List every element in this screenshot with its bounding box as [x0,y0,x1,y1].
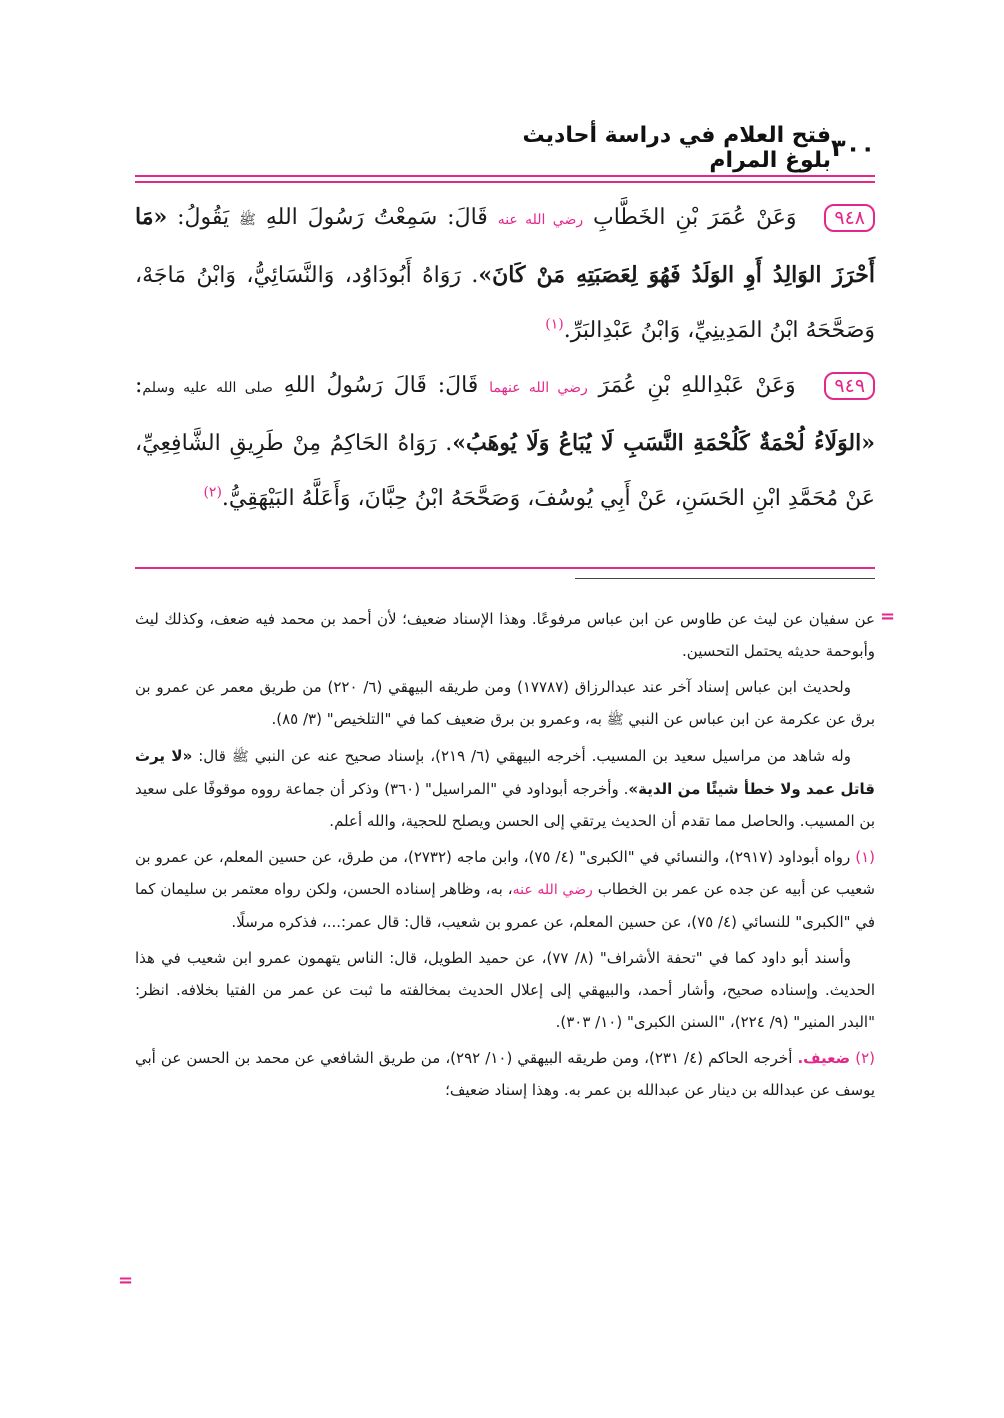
hadith-number-badge: ٩٤٩ [824,372,875,400]
footnote-paragraph: وأسند أبو داود كما في "تحفة الأشراف" (٨/ ٧٧)، عن حميد الطويل، قال: الناس يتهمون عمرو ابن شعيب في هذا الحديث. وإسناده صحيح، وأشار أحمد، والبيهقي إلى إعلال الحديث بمخالفته ما ثبت عن عمر من الفتيا بخلافه. انظر: "البدر المنير" (٩/ ٢٢٤)، "السنن الكبرى" (١٠/ ٣٠٣). [135,949,875,1031]
hadith-said: قَالَ: قَالَ رَسُولُ اللهِ [283,373,479,398]
hadith-intro: وَعَنْ عُمَرَ بْنِ الخَطَّابِ [592,205,797,230]
hadith-948 [135,190,875,358]
footnote-marker: (٢) [855,1049,875,1067]
footnote-ref[interactable]: (٢) [203,484,222,501]
footnote-continuation: عن سفيان عن ليث عن طاوس عن ابن عباس مرفوعًا. وهذا الإسناد ضعيف؛ لأن أحمد بن محمد فيه ضعف، وكذلك ليث وأبوحمة حديثه يحتمل التحسين. [135,610,875,660]
footnote-1 [135,841,875,938]
footnote-text: . وأخرجه أبوداود في "المراسيل" (٣٦٠) وذكر أن جماعة رووه موقوفًا على سعيد بن المسيب. والحاصل مما تقدم أن الحديث يرتقي إلى الحسن ويصلح للحجية، والله أعلم. [135,780,875,830]
hadith-section [135,190,875,526]
book-title: فتح العلام في دراسة أحاديث بلوغ المرام [522,123,832,173]
footnote-2 [135,1042,875,1106]
honorific-prophet: صلى الله عليه وسلم [142,380,273,396]
section-rule [135,567,875,569]
footnote-text: وله شاهد من مراسيل سعيد بن المسيب. أخرجه البيهقي (٦/ ٢١٩)، بإسناد صحيح عنه عن النبي [254,747,851,765]
honorific-prophet: ﷺ [239,212,256,228]
hadith-narration: . رَوَاهُ أَبُودَاوُد، وَالنَّسَائِيُّ، وَابْنُ مَاجَهْ، وَصَحَّحَهُ ابْنُ المَدِينِيِّ، وَابْنُ عَبْدِالبَرِّ. [135,263,875,343]
honorific-prophet: ﷺ [606,712,624,728]
footnote-marker: (١) [855,848,875,866]
grade-label: ضعيف. [797,1049,851,1067]
quoted-hadith: «لا يرث قاتل عمد ولا خطأ شيئًا من الدية» [135,747,875,798]
footnote-text: ، به، وظاهر إسناده الحسن، ولكن رواه معتمر بن سليمان كما في "الكبرى" للنسائي (٤/ ٧٥)، عن حسين المعلم، عن عمرو بن شعيب، قال: قال عمر:...، فذكره مرسلًا. [135,880,875,931]
footnote-ref[interactable]: (١) [545,316,564,333]
page-number: ٣٠٠ [831,134,875,162]
header-rule [135,175,875,183]
footnote-text: رواه أبوداود (٢٩١٧)، والنسائي في "الكبرى" (٤/ ٧٥)، وابن ماجه (٢٧٣٢)، من طرق، عن حسين المعلم، عن عمرو بن شعيب عن أبيه عن جده عن عمر بن الخطاب [135,848,875,898]
footnote-text: قال: [198,747,226,765]
honorific-companion: رضي الله عنهما [489,380,588,396]
footnote-text: به، وعمرو بن برق ضعيف كما في "التلخيص" (٣/ ٨٥). [271,710,602,728]
continuation-mark-top: = [880,606,896,627]
footnote-separator [575,578,875,579]
hadith-matn: «الوَلَاءُ لُحْمَةٌ كَلُحْمَةِ النَّسَبِ لَا يُبَاعُ وَلَا يُوهَبُ» [452,430,876,456]
hadith-949 [135,358,875,526]
footnotes [135,603,875,1110]
footnote-text: أخرجه الحاكم (٤/ ٢٣١)، ومن طريقه البيهقي (١٠/ ٢٩٢)، من طريق الشافعي عن محمد بن الحسن عن أبي يوسف عن عبدالله بن دينار عن عبدالله بن عمر به. وهذا إسناد ضعيف؛ [135,1049,875,1099]
continuation-mark-bottom: = [118,1270,134,1291]
honorific-companion: رضي الله عنه [512,882,593,898]
hadith-says: يَقُولُ: [177,205,230,230]
hadith-said: قَالَ: سَمِعْتُ رَسُولَ اللهِ [265,205,488,230]
hadith-colon: : [135,373,143,398]
footnote-paragraph [135,740,875,837]
footnote-paragraph [135,671,875,736]
hadith-intro: وَعَنْ عَبْدِاللهِ بْنِ عُمَرَ [598,373,796,398]
honorific-companion: رضي الله عنه [497,212,584,228]
hadith-narration: . رَوَاهُ الحَاكِمُ مِنْ طَرِيقِ الشَّافِعِيِّ، عَنْ مُحَمَّدِ ابْنِ الحَسَنِ، عَنْ أَبِي يُوسُفَ، وَصَحَّحَهُ ابْنُ حِبَّانَ، وَأَعَلَّهُ البَيْهَقِيُّ. [135,431,875,511]
page-header [135,123,875,173]
honorific-prophet: ﷺ [231,749,249,765]
hadith-number-badge: ٩٤٨ [824,204,875,232]
footnote-text: ولحديث ابن عباس إسناد آخر عند عبدالرزاق (١٧٧٨٧) ومن طريقه البيهقي (٦/ ٢٢٠) من طريق معمر عن عمرو بن برق عن عكرمة عن ابن عباس عن النبي [135,678,875,728]
hadith-matn: «مَا أَحْرَزَ الوَالِدُ أَوِ الوَلَدُ فَهُوَ لِعَصَبَتِهِ مَنْ كَانَ» [135,204,875,288]
